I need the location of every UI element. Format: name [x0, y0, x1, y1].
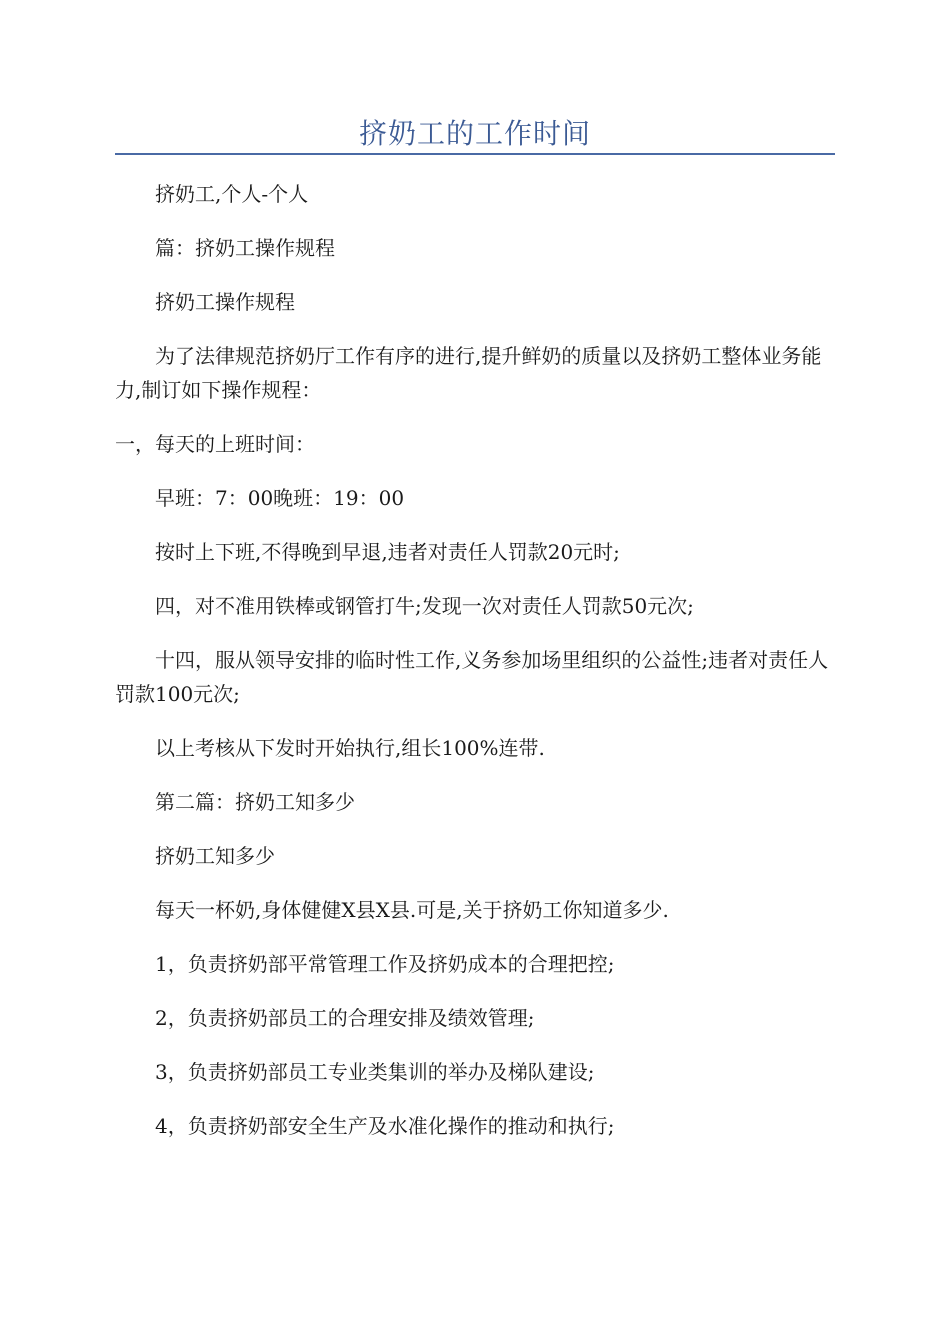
document-title: 挤奶工的工作时间 [358, 117, 591, 150]
paragraph-section-title: 挤奶工操作规程 [155, 290, 295, 314]
paragraph-chapter-two-intro: 每天一杯奶,身体健健X县X县.可是,关于挤奶工你知道多少. [155, 898, 669, 922]
paragraph-chapter-two-subtitle: 挤奶工知多少 [155, 844, 275, 868]
list-item-duty-4: 4，负责挤奶部安全生产及水准化操作的推动和执行; [155, 1114, 615, 1138]
paragraph-enforcement: 以上考核从下发时开始执行,组长100%连带. [155, 736, 545, 760]
paragraph-punctuality-rule: 按时上下班,不得晚到早退,违者对责任人罚款20元时; [155, 540, 620, 564]
title-underline [115, 153, 835, 155]
paragraph-intro: 为了法律规范挤奶厅工作有序的进行,提升鲜奶的质量以及挤奶工整体业务能力,制订如下操作规程： [115, 344, 822, 402]
list-item-duty-1: 1，负责挤奶部平常管理工作及挤奶成本的合理把控; [155, 952, 615, 976]
paragraph-rule-four: 四，对不准用铁棒或钢管打牛;发现一次对责任人罚款50元次; [155, 594, 694, 618]
list-item-duty-2: 2，负责挤奶部员工的合理安排及绩效管理; [155, 1006, 535, 1030]
paragraph-chapter-title: 篇：挤奶工操作规程 [155, 236, 335, 260]
paragraph-shift-times: 早班：7：00晚班：19：00 [155, 486, 405, 510]
paragraph-rule-fourteen: 十四，服从领导安排的临时性工作,义务参加场里组织的公益性;违者对责任人罚款100元次; [115, 648, 829, 706]
paragraph-heading-line: 挤奶工,个人-个人 [155, 182, 309, 206]
paragraph-item-one: 一，每天的上班时间： [115, 432, 315, 456]
paragraph-chapter-two-title: 第二篇：挤奶工知多少 [155, 790, 355, 814]
list-item-duty-3: 3，负责挤奶部员工专业类集训的举办及梯队建设; [155, 1060, 595, 1084]
document-body [115, 177, 835, 1163]
